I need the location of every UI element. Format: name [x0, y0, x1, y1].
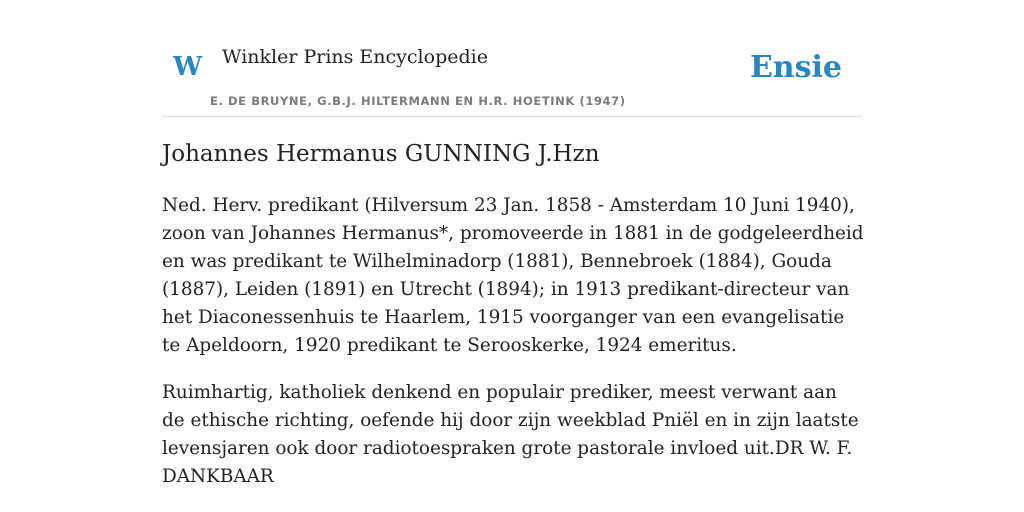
- paragraph-text: Ned. Herv. predikant (Hilversum 23 Jan. 1858 - Amsterdam 10 Juni 1940), zoon van Johannes Hermanus: [162, 195, 855, 244]
- entry-body: [162, 192, 864, 510]
- entry-paragraph: Ruimhartig, katholiek denkend en populair prediker, meest verwant aan de ethische richting, oefende hij door zijn weekblad Pniël en in zijn laatste levensjaren ook door radiotoespraken grote pastorale invloed uit.DR W. F. DANKBAAR: [162, 382, 859, 487]
- publication-title[interactable]: Winkler Prins Encyclopedie: [222, 46, 488, 68]
- cross-reference-link[interactable]: *: [438, 223, 449, 244]
- winkler-prins-logo[interactable]: W: [173, 52, 203, 82]
- entry-paragraph: [162, 192, 864, 360]
- page: [162, 0, 864, 487]
- paragraph-text: , promoveerde in 1881 in de godgeleerdheid en was predikant te Wilhelminadorp (1881), Bennebroek (1884), Gouda (1887), Leiden (1891) en Utrecht (1894); in 1913 predikant-directeur van het Diaconessenhuis te Haarlem, 1915 voorganger van een evangelisatie te Apeldoorn, 1920 predikant te Serooskerke, 1924 emeritus.: [162, 223, 864, 356]
- entry-title: Johannes Hermanus GUNNING J.Hzn: [162, 141, 600, 167]
- header: [162, 0, 862, 117]
- publication-authors: E. DE BRUYNE, G.B.J. HILTERMANN EN H.R. HOETINK (1947): [210, 94, 626, 108]
- ensie-logo[interactable]: Ensie: [749, 50, 842, 85]
